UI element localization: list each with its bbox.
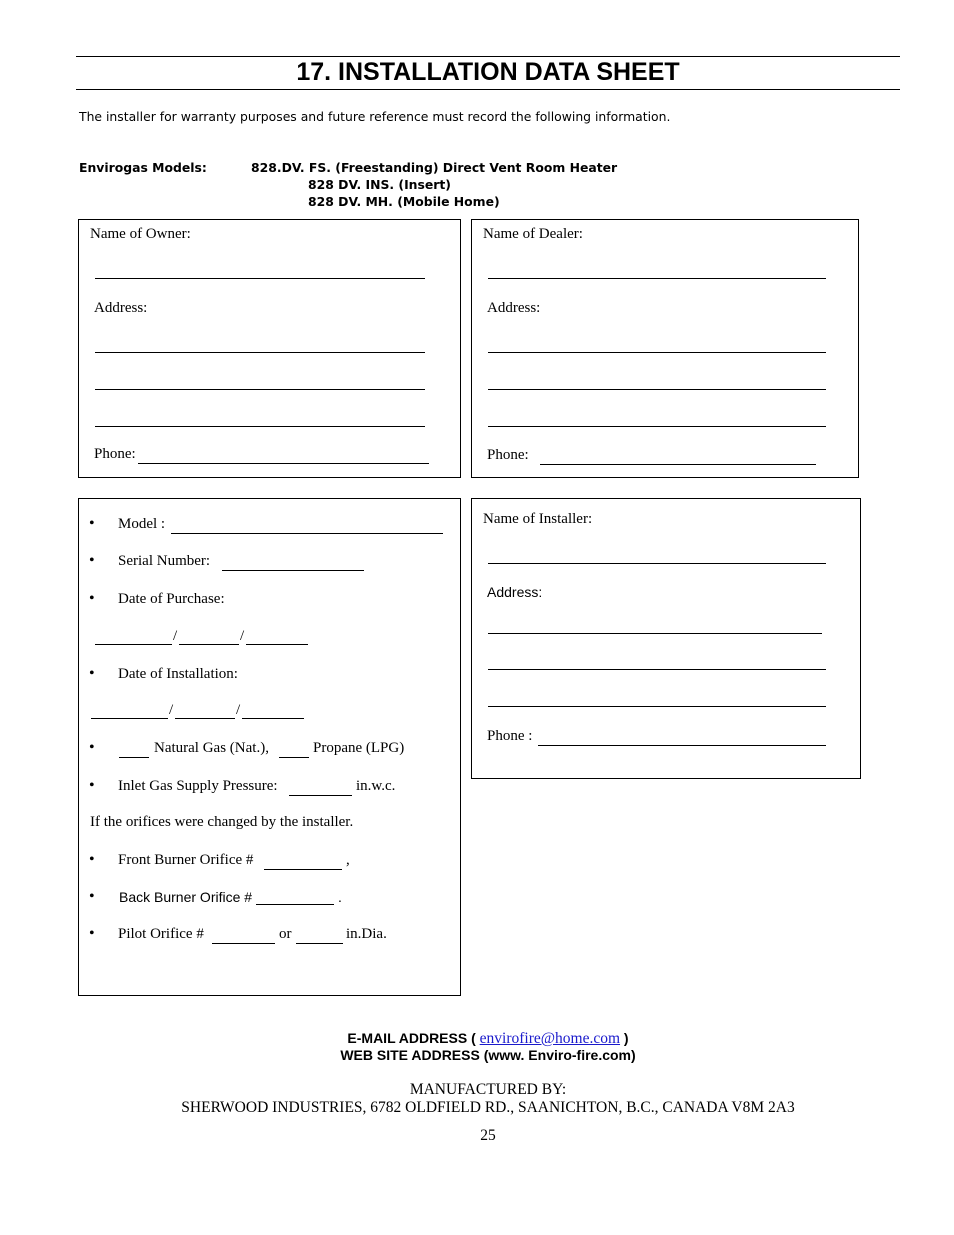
- back-orifice-field[interactable]: [256, 904, 334, 905]
- purchase-date-day-field[interactable]: [179, 644, 239, 645]
- manufactured-by: MANUFACTURED BY:: [409, 1081, 567, 1098]
- owner-name-label: Name of Owner:: [90, 226, 191, 242]
- natural-gas-checkfield[interactable]: [119, 757, 149, 758]
- email-suffix: ): [623, 1030, 629, 1046]
- installation-date-month-field[interactable]: [91, 718, 168, 719]
- pilot-diameter-field[interactable]: [296, 943, 343, 944]
- front-orifice-label: Front Burner Orifice #: [118, 852, 254, 868]
- propane-checkfield[interactable]: [279, 757, 309, 758]
- owner-name-field[interactable]: [95, 278, 425, 279]
- installer-phone-label: Phone :: [487, 728, 533, 744]
- dealer-name-label: Name of Dealer:: [483, 226, 583, 242]
- top-rule: [76, 56, 900, 57]
- purchase-date-month-field[interactable]: [95, 644, 172, 645]
- product-details-box: [78, 498, 461, 996]
- pilot-diameter-unit: in.Dia.: [346, 926, 387, 942]
- title-bottom-rule: [76, 89, 900, 90]
- installer-box: [471, 498, 861, 779]
- inlet-pressure-unit: in.w.c.: [356, 778, 396, 794]
- model-item: 828 DV. INS. (Insert): [308, 177, 451, 192]
- pilot-orifice-label: Pilot Orifice #: [118, 926, 204, 942]
- date-separator: /: [169, 702, 174, 718]
- inlet-pressure-field[interactable]: [289, 795, 352, 796]
- back-orifice-label: Back Burner Orifice #: [119, 889, 253, 905]
- dealer-address-field[interactable]: [488, 389, 826, 390]
- purchase-date-year-field[interactable]: [246, 644, 308, 645]
- owner-address-field[interactable]: [95, 389, 425, 390]
- owner-address-field[interactable]: [95, 352, 425, 353]
- email-line: [0, 1030, 954, 1048]
- bullet-icon: •: [89, 590, 95, 607]
- models-label: Envirogas Models:: [79, 160, 207, 175]
- dealer-box: [471, 219, 859, 478]
- propane-label: Propane (LPG): [313, 740, 405, 756]
- page-title: 17. INSTALLATION DATA SHEET: [296, 58, 680, 86]
- bullet-icon: •: [89, 777, 95, 794]
- intro-text: The installer for warranty purposes and future reference must record the following information.: [79, 109, 671, 124]
- dealer-address-field[interactable]: [488, 352, 826, 353]
- model-item: 828.DV. FS. (Freestanding) Direct Vent Room Heater: [251, 160, 618, 175]
- natural-gas-label: Natural Gas (Nat.),: [154, 740, 269, 756]
- bullet-icon: •: [89, 552, 95, 569]
- installer-address-label: Address:: [487, 584, 543, 600]
- date-separator: /: [236, 702, 241, 718]
- bullet-icon: •: [89, 665, 95, 682]
- date-separator: /: [173, 628, 178, 644]
- front-orifice-field[interactable]: [264, 869, 342, 870]
- manufacturer-address: SHERWOOD INDUSTRIES, 6782 OLDFIELD RD., SAANICHTON, B.C., CANADA V8M 2A3: [181, 1099, 795, 1116]
- dealer-phone-label: Phone:: [487, 447, 529, 463]
- serial-number-field[interactable]: [222, 570, 364, 571]
- installation-date-year-field[interactable]: [242, 718, 304, 719]
- installation-date-day-field[interactable]: [175, 718, 235, 719]
- installer-address-field[interactable]: [488, 706, 826, 707]
- bullet-icon: •: [89, 888, 95, 905]
- bullet-icon: •: [89, 739, 95, 756]
- owner-box: [78, 219, 461, 478]
- inlet-pressure-label: Inlet Gas Supply Pressure:: [118, 778, 278, 794]
- bullet-icon: •: [89, 925, 95, 942]
- installer-name-label: Name of Installer:: [483, 511, 593, 527]
- model-label: Model :: [118, 516, 166, 532]
- dealer-name-field[interactable]: [488, 278, 826, 279]
- installer-name-field[interactable]: [488, 563, 826, 564]
- serial-number-label: Serial Number:: [118, 553, 211, 569]
- owner-address-label: Address:: [94, 300, 148, 316]
- dealer-phone-field[interactable]: [540, 464, 816, 465]
- owner-phone-field[interactable]: [138, 463, 429, 464]
- page-number: 25: [480, 1127, 496, 1144]
- orifice-note: If the orifices were changed by the installer.: [90, 814, 354, 830]
- owner-address-field[interactable]: [95, 426, 425, 427]
- model-item: 828 DV. MH. (Mobile Home): [308, 194, 500, 209]
- website-line: WEB SITE ADDRESS (www. Enviro-fire.com): [340, 1047, 636, 1063]
- installer-address-field[interactable]: [488, 633, 822, 634]
- installer-address-field[interactable]: [488, 669, 826, 670]
- front-orifice-suffix: ,: [346, 852, 350, 868]
- bullet-icon: •: [89, 851, 95, 868]
- installer-phone-field[interactable]: [538, 745, 826, 746]
- pilot-or-word: or: [279, 926, 292, 942]
- email-prefix: E-MAIL ADDRESS (: [347, 1030, 476, 1046]
- back-orifice-suffix: .: [338, 889, 342, 905]
- model-field[interactable]: [171, 533, 443, 534]
- bullet-icon: •: [89, 515, 95, 532]
- date-separator: /: [240, 628, 245, 644]
- owner-phone-label: Phone:: [94, 446, 136, 462]
- purchase-date-label: Date of Purchase:: [118, 591, 225, 607]
- email-link[interactable]: envirofire@home.com: [479, 1030, 621, 1047]
- pilot-orifice-field[interactable]: [212, 943, 275, 944]
- dealer-address-label: Address:: [487, 300, 541, 316]
- installation-date-label: Date of Installation:: [118, 666, 238, 682]
- dealer-address-field[interactable]: [488, 426, 826, 427]
